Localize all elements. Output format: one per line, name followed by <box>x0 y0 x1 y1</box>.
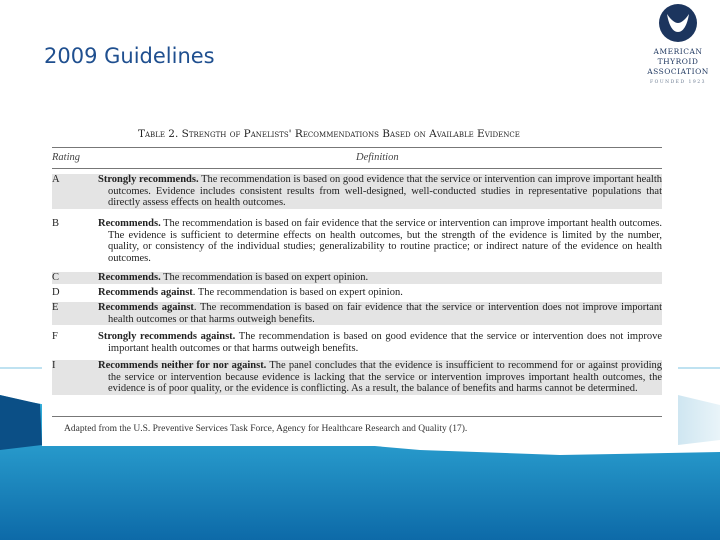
row-definition: Strongly recommends against. The recommendation is based on good evidence that the service or intervention does not improve important health outcomes or that harms outweigh benefits. <box>98 331 662 354</box>
row-rating: A <box>52 174 60 185</box>
table-caption: Table 2. Strength of Panelists' Recommendations Based on Available Evidence <box>138 128 520 140</box>
column-header-rating: Rating <box>52 152 80 163</box>
row-definition: Recommends against. The recommendation is based on fair evidence that the service or intervention does not improve important health outcomes or that harms outweigh benefits. <box>98 302 662 325</box>
row-rating: B <box>52 218 60 229</box>
ata-logo <box>638 0 718 90</box>
table-row <box>52 302 662 325</box>
row-definition: Recommends neither for nor against. The panel concludes that the evidence is insufficient to recommend for or against providing the service or intervention because evidence is lacking that the service or intervention improves important health outcomes, the evidence is of poor quality, or the evidence is conflicting. As a result, the balance of benefits and harms cannot be determined. <box>98 360 662 394</box>
row-rating: F <box>52 331 58 342</box>
logo-text-line2: THYROID <box>657 57 699 66</box>
table-header-rule <box>52 168 662 169</box>
table-top-rule <box>52 147 662 148</box>
recommendation-table <box>42 116 678 446</box>
row-definition: Strongly recommends. The recommendation is based on good evidence that the service or intervention can improve important health outcomes. Evidence includes consistent results from well-designed, well-conducted studies in representative populations that directly assess effects on health outcomes. <box>98 174 662 208</box>
logo-text-line3: ASSOCIATION <box>647 67 709 76</box>
table-row <box>52 218 662 264</box>
row-definition: Recommends. The recommendation is based on fair evidence that the service or intervention can improve important health outcomes. The evidence is sufficient to determine effects on health outcomes, but the strength of the evidence is limited by the number, quality, or consistency of the individual studies; generalizability to routine practice; or indirect nature of the evidence on health outcomes. <box>98 218 663 264</box>
table-row <box>52 174 662 209</box>
table-row <box>52 287 662 299</box>
row-definition: Recommends against. The recommendation is based on expert opinion. <box>98 287 403 298</box>
table-row <box>52 272 662 284</box>
row-definition: Recommends. The recommendation is based on expert opinion. <box>98 272 369 283</box>
slide-title: 2009 Guidelines <box>44 44 215 68</box>
column-header-definition: Definition <box>356 152 399 163</box>
table-row <box>52 331 662 354</box>
table-row <box>52 360 662 395</box>
row-rating: C <box>52 272 60 283</box>
logo-text-line1: AMERICAN <box>653 47 703 56</box>
row-rating: D <box>52 287 60 298</box>
table-bottom-rule <box>52 416 662 417</box>
row-rating: I <box>52 360 56 371</box>
row-rating: E <box>52 302 59 313</box>
thyroid-emblem-icon <box>654 2 702 44</box>
logo-founded: FOUNDED 1923 <box>650 80 706 85</box>
table-footnote: Adapted from the U.S. Preventive Services Task Force, Agency for Healthcare Research and Quality (17). <box>64 424 468 434</box>
